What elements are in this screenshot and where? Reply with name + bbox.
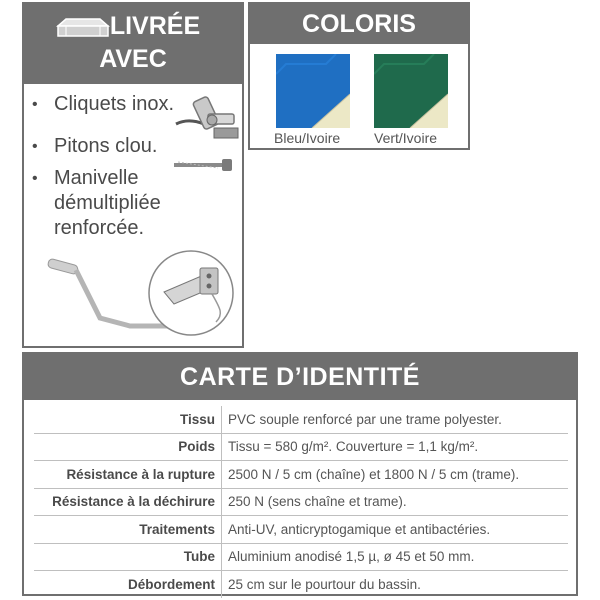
list-item-ratchets (32, 92, 182, 117)
bullet-icon: • (32, 96, 38, 113)
row-label: Tissu (34, 406, 222, 433)
list-item-crank (32, 166, 172, 241)
table-row (34, 516, 568, 544)
ratchet-image (174, 90, 240, 142)
row-value: PVC souple renforcé par une trame polyester. (222, 406, 569, 433)
row-value: 2500 N / 5 cm (chaîne) et 1800 N / 5 cm (trame). (222, 461, 569, 489)
delivered-with-title-line2: AVEC (99, 45, 167, 73)
table-row (34, 571, 568, 598)
list-item-text: Pitons clou. (54, 135, 158, 157)
peg-nail-image (172, 156, 236, 174)
bullet-icon: • (32, 170, 38, 187)
list-item-text: Manivelle démultipliée renforcée. (54, 167, 161, 239)
crank-detail-image (146, 248, 236, 338)
table-row (34, 433, 568, 461)
pool-cover-icon (56, 16, 110, 40)
delivered-with-title-line1: LIVRÉE (109, 12, 201, 40)
row-label: Traitements (34, 516, 222, 544)
list-item-pegs (32, 134, 182, 159)
swatch-label-blue-ivory: Bleu/Ivoire (274, 130, 341, 146)
colors-panel (248, 2, 470, 150)
identity-card-panel (22, 352, 578, 596)
row-label: Poids (34, 433, 222, 461)
row-value: Anti-UV, anticryptogamique et antibactéries. (222, 516, 569, 544)
delivered-with-header (24, 4, 242, 84)
row-label: Tube (34, 543, 222, 571)
colors-header: COLORIS (250, 4, 468, 44)
table-row (34, 461, 568, 489)
swatch-green-ivory (374, 54, 448, 128)
row-value: 250 N (sens chaîne et trame). (222, 488, 569, 516)
list-item-text: Cliquets inox. (54, 93, 175, 115)
row-label: Débordement (34, 571, 222, 598)
identity-card-table (34, 406, 568, 598)
row-value: Tissu = 580 g/m². Couverture = 1,1 kg/m². (222, 433, 569, 461)
table-row (34, 406, 568, 433)
row-label: Résistance à la rupture (34, 461, 222, 489)
row-value: Aluminium anodisé 1,5 µ, ø 45 et 50 mm. (222, 543, 569, 571)
swatch-label-green-ivory: Vert/Ivoire (374, 130, 438, 146)
swatch-blue-ivory (276, 54, 350, 128)
table-row (34, 543, 568, 571)
table-row (34, 488, 568, 516)
delivered-with-panel (22, 2, 244, 348)
bullet-icon: • (32, 138, 38, 155)
row-label: Résistance à la déchirure (34, 488, 222, 516)
identity-card-header: CARTE D’IDENTITÉ (24, 354, 576, 400)
row-value: 25 cm sur le pourtour du bassin. (228, 576, 421, 592)
